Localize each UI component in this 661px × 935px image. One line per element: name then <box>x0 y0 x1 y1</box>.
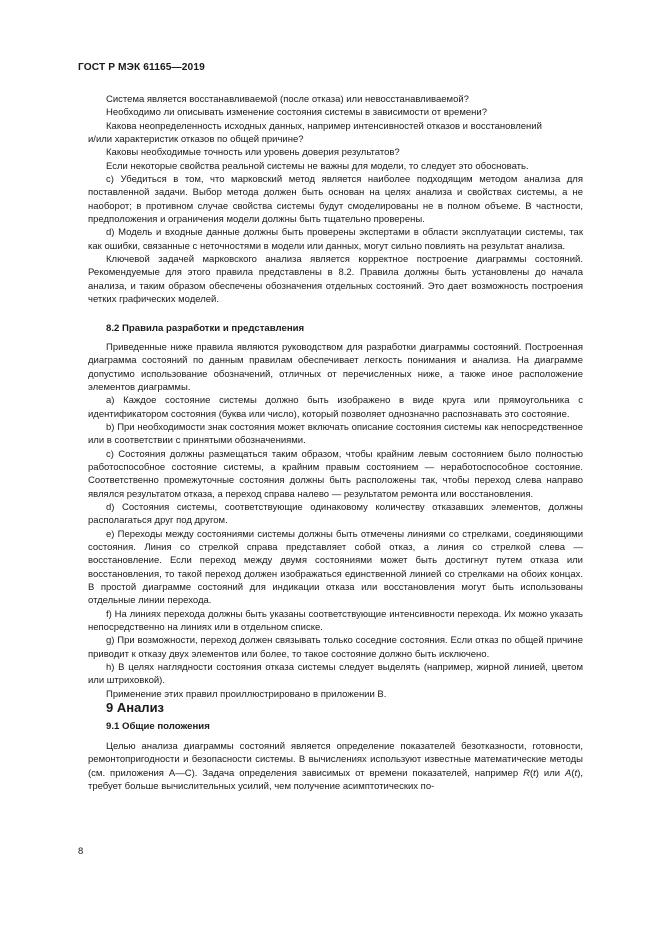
paragraph: c) Состояния должны размещаться таким образом, чтобы крайним левым состоянием было полностью работоспособное состояние системы, а крайним правым состоянием — неработоспособное состояние. Соответственно промежуточные состояния должны быть расположены так, чтобы переход слева направо являлся результатом отказа, а переход справа налево — результатом ремонта или восстановления. <box>88 448 583 500</box>
body-text <box>88 93 583 793</box>
section-heading-9-1: 9.1 Общие положения <box>106 721 210 733</box>
variable-t: t <box>574 767 578 779</box>
paragraph: h) В целях наглядности состояния отказа системы следует выделять (например, жирной линией, цветом или штриховкой). <box>88 662 583 687</box>
paragraph <box>88 740 583 793</box>
paragraph: Приведенные ниже правила являются руководством для разработки диаграммы состояний. Построенная диаграмма состояний по данным правилам обеспечивает легкость понимания и анализа. На диаграмме допустимо использование обозначений, отличных от перечисленных ниже, а также иное расположение элементов диаграммы. <box>88 341 583 393</box>
chapter-heading-9: 9 Анализ <box>106 700 165 716</box>
paragraph: Система является восстанавливаемой (после отказа) или невосстанавливаемой? <box>106 94 469 105</box>
paragraph: Применение этих правил проиллюстрировано в приложении B. <box>106 688 387 700</box>
paragraph: e) Переходы между состояниями системы должны быть отмечены линиями со стрелками, соединяющими состояния. Линия со стрелкой справа представляет собой отказ, а линия со стрелкой слева — восстановление. Если переход между двумя состояниями может быть достигнут путем отказа или восстановления, то такой переход должен изображаться единственной линией со стрелками на обоих концах. В простой диаграмме состояний для индикации отказа или восстановления могут быть использованы отдельные линии перехода. <box>88 528 583 607</box>
paren: ( <box>529 767 534 779</box>
page-number: 8 <box>78 846 84 857</box>
paragraph: g) При возможности, переход должен связывать только соседние состояния. Если отказ по общей причине приводит к отказу двух элементов или более, то такое состояние должно быть исключено. <box>88 635 583 660</box>
paragraph-text: ) или <box>535 767 566 779</box>
paragraph: c) Убедиться в том, что марковский метод является наиболее подходящим методом анализа для поставленной задачи. Выбор метода должен быть основан на целях анализа и свойствах системы, а не наоборот; в противном случае свойства системы будут смоделированы не в полном объеме. В частности, предположения и ограничения модели должны быть тщательно проверены. <box>88 174 583 226</box>
paragraph: f) На линиях перехода должны быть указаны соответствующие интенсивности перехода. Их можно указать непосредственно на линиях или в отдельном списке. <box>88 608 583 634</box>
paragraph: d) Модель и входные данные должны быть проверены экспертами в области эксплуатации системы, так как ошибки, связанные с неточностями в модели или данных, могут сильно повлиять на результат анализа. <box>88 227 583 252</box>
paragraph: а) Каждое состояние системы должно быть изображено в виде круга или прямоугольника с идентификатором состояния (буква или число), который позволяет однозначно распознавать это состояние. <box>88 395 583 420</box>
document-header: ГОСТ Р МЭК 61165—2019 <box>78 62 205 73</box>
paragraph-text: Целью анализа диаграммы состояний является определение показателей безотказности, готовности, ремонтопригодности и безопасности системы. В вычислениях используют известные математические методы (см. приложения A—C). Задача определения зависимых от времени показателей, например <box>88 740 583 779</box>
variable-a: A <box>565 767 572 779</box>
paragraph: Необходимо ли описывать изменение состояния системы в зависимости от времени? <box>106 107 487 119</box>
paragraph-text: ), требует больше вычислительных усилий, чем получение асимптотических по- <box>88 767 583 792</box>
paren: ( <box>571 767 575 779</box>
paragraph: Если некоторые свойства реальной системы не важны для модели, то следует это обосновать. <box>106 160 529 172</box>
paragraph: b) При необходимости знак состояния может включать описание состояния системы как непосредственное или в соответствии с принятыми обозначениями. <box>88 421 583 447</box>
paragraph: и/или характеристик отказов по общей причине? <box>88 134 304 146</box>
paragraph: Ключевой задачей марковского анализа является корректное построение диаграммы состояний. Рекомендуемые для этого правила представлены в 8.2. Правила должны быть установлены до начала анализа, и таким образом обеспечены обозначения отдельных состояний. Это дает возможность построения четких графических моделей. <box>88 254 583 306</box>
variable-r: R <box>523 767 530 779</box>
variable-t: t <box>533 767 536 779</box>
paragraph: Какова неопределенность исходных данных, например интенсивностей отказов и восстановлений <box>106 120 542 132</box>
paragraph: Каковы необходимые точность или уровень доверия результатов? <box>106 147 400 159</box>
section-heading-8-2: 8.2 Правила разработки и представления <box>106 322 305 334</box>
paragraph: d) Состояния системы, соответствующие одинаковому количеству отказавших элементов, должны располагаться друг под другом. <box>88 501 583 527</box>
